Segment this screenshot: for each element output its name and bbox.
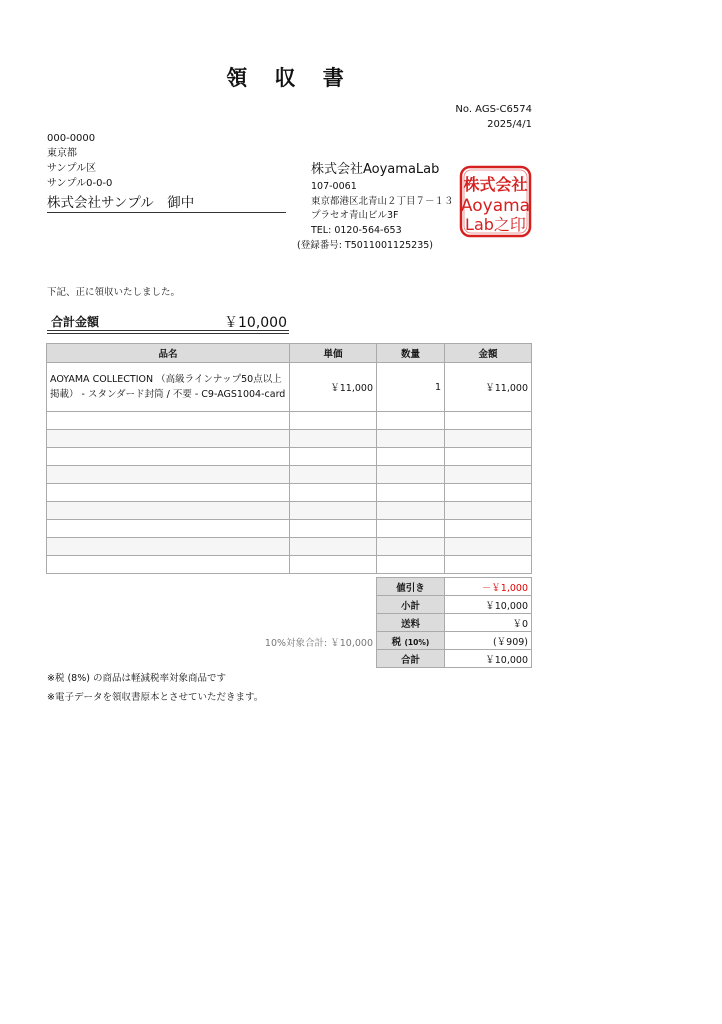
shipping-value: ￥0 xyxy=(445,614,532,632)
customer-underline xyxy=(47,212,286,213)
issuer-postal: 107-0061 xyxy=(311,181,357,192)
table-row-empty xyxy=(47,430,532,448)
subtotal-value: ￥10,000 xyxy=(445,596,532,614)
customer-address-block xyxy=(47,131,112,191)
document-number: No. AGS-C6574 xyxy=(455,104,532,115)
summary-row-subtotal xyxy=(377,596,532,614)
company-seal-stamp xyxy=(459,165,532,238)
note-electronic-data: ※電子データを領収書原本とさせていただきます。 xyxy=(47,692,264,703)
total-underline xyxy=(47,330,289,331)
header-quantity: 数量 xyxy=(377,344,445,363)
header-item-name: 品名 xyxy=(47,344,290,363)
item-amount: ￥11,000 xyxy=(445,363,532,412)
issuer-tel: TEL: 0120-564-653 xyxy=(311,224,402,236)
subtotal-label: 小計 xyxy=(377,596,445,614)
summary-row-discount xyxy=(377,578,532,596)
table-row-empty xyxy=(47,412,532,430)
tax-label-cell xyxy=(377,632,445,650)
table-row xyxy=(47,363,532,412)
table-row-empty xyxy=(47,484,532,502)
svg-text:株式会社: 株式会社 xyxy=(463,175,528,194)
tax-label: 税 xyxy=(391,636,402,648)
summary-row-shipping xyxy=(377,614,532,632)
customer-postal: 000-0000 xyxy=(47,133,96,144)
customer-ward: サンプル区 xyxy=(47,163,97,174)
total-underline-double xyxy=(47,333,289,334)
summary-table xyxy=(376,577,532,668)
table-row-empty xyxy=(47,520,532,538)
discount-label: 値引き xyxy=(377,578,445,596)
svg-text:Aoyama: Aoyama xyxy=(460,196,531,216)
svg-text:Lab之印: Lab之印 xyxy=(465,215,526,234)
note-reduced-tax: ※税 (8%) の商品は軽減税率対象商品です xyxy=(47,673,226,684)
table-header-row xyxy=(47,344,532,363)
issuer-address-block xyxy=(311,180,454,238)
tax-rate: (10%) xyxy=(404,637,430,647)
issuer-registration-number: (登録番号: T5011001125235) xyxy=(297,240,434,251)
document-date: 2025/4/1 xyxy=(487,119,532,130)
tax-value: (￥909) xyxy=(445,632,532,650)
table-row-empty xyxy=(47,466,532,484)
issuer-address-line1: 東京都港区北青山２丁目７－１３ xyxy=(311,195,454,207)
line-items-table xyxy=(46,343,532,574)
total-amount-value: ￥10,000 xyxy=(224,315,287,331)
document-title: 領 収 書 xyxy=(226,66,354,90)
item-unit-price: ￥11,000 xyxy=(290,363,377,412)
table-row-empty xyxy=(47,502,532,520)
table-row-empty xyxy=(47,556,532,574)
summary-row-tax xyxy=(377,632,532,650)
customer-address: サンプル0-0-0 xyxy=(47,178,113,189)
header-unit-price: 単価 xyxy=(290,344,377,363)
item-name: AOYAMA COLLECTION （高級ラインナップ50点以上掲載） - スタンダード封筒 / 不要 - C9-AGS1004-card xyxy=(47,363,290,412)
grand-total-value: ￥10,000 xyxy=(445,650,532,668)
summary-row-total xyxy=(377,650,532,668)
ten-percent-target-total: 10%対象合計: ￥10,000 xyxy=(264,638,373,649)
header-amount: 金額 xyxy=(445,344,532,363)
customer-prefecture: 東京都 xyxy=(47,148,77,159)
total-amount-label: 合計金額 xyxy=(51,315,100,329)
shipping-label: 送料 xyxy=(377,614,445,632)
table-row-empty xyxy=(47,538,532,556)
receipt-statement: 下記、正に領収いたしました。 xyxy=(47,287,181,298)
grand-total-label: 合計 xyxy=(377,650,445,668)
item-quantity: 1 xyxy=(377,363,445,412)
issuer-company: 株式会社AoyamaLab xyxy=(311,162,440,177)
customer-name: 株式会社サンプル 御中 xyxy=(47,195,195,211)
discount-value: －￥1,000 xyxy=(445,578,532,596)
table-row-empty xyxy=(47,448,532,466)
issuer-address-line2: プラセオ青山ビル3F xyxy=(311,210,399,221)
